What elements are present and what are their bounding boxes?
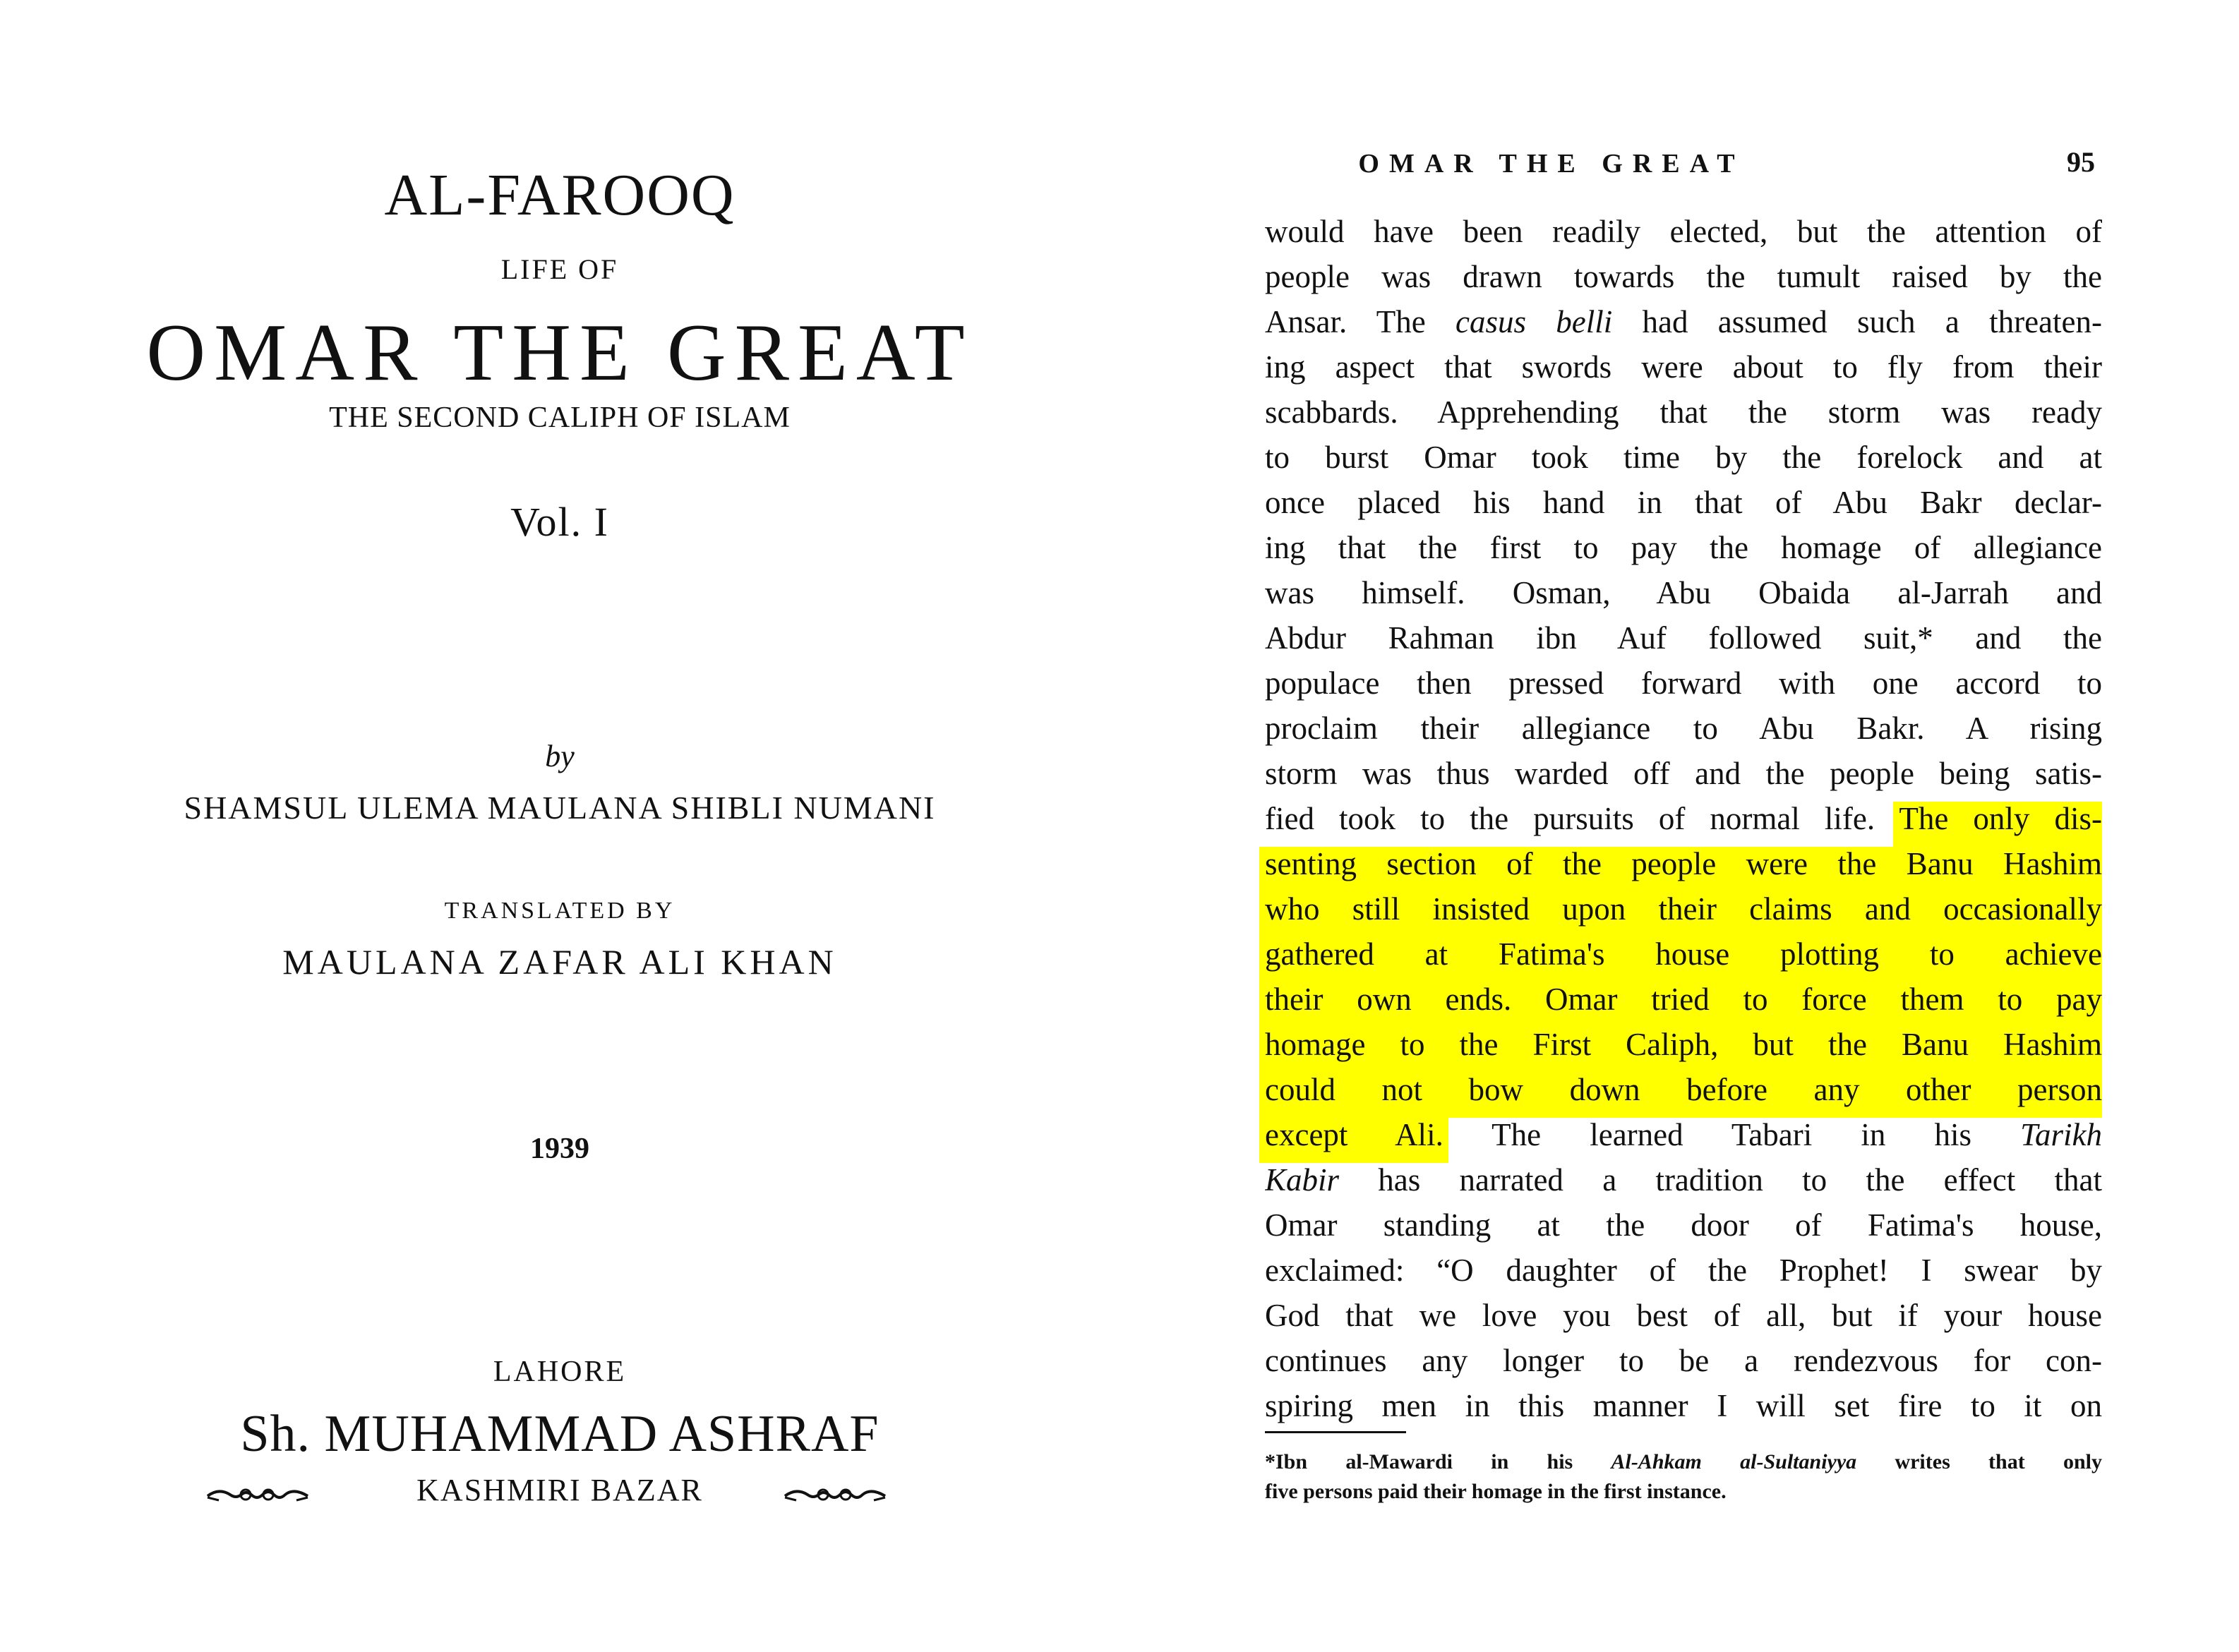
- text-line: people was drawn towards the tumult raised by the: [1265, 259, 2102, 294]
- text-line: Abdur Rahman ibn Auf followed suit,* and the: [1265, 620, 2102, 656]
- footnote-line: five persons paid their homage in the first instance.: [1265, 1480, 1727, 1503]
- text-line: Ansar. The casus belli had assumed such a threaten-: [1265, 304, 2102, 339]
- text-line: proclaim their allegiance to Abu Bakr. A rising: [1265, 711, 2102, 746]
- publisher-location: KASHMIRI BAZAR: [416, 1473, 703, 1507]
- text-line: Omar standing at the door of Fatima's house,: [1265, 1207, 2102, 1243]
- subtitle-lead: LIFE OF: [500, 253, 619, 285]
- text-line: exclaimed: “O daughter of the Prophet! I swear by: [1265, 1253, 2102, 1288]
- text-line: Kabir has narrated a tradition to the effect that: [1265, 1162, 2102, 1198]
- page-number: 95: [2067, 146, 2095, 178]
- text-line: homage to the First Caliph, but the Banu Hashim: [1265, 1027, 2102, 1062]
- text-line: spiring men in this manner I will set fire to it on: [1265, 1388, 2102, 1423]
- text-line: ing aspect that swords were about to fly from their: [1265, 349, 2102, 385]
- text-line: once placed his hand in that of Abu Bakr declar-: [1265, 485, 2102, 520]
- text-line: continues any longer to be a rendezvous for con-: [1265, 1343, 2102, 1378]
- author-name: SHAMSUL ULEMA MAULANA SHIBLI NUMANI: [184, 790, 936, 826]
- text-line: populace then pressed forward with one accord to: [1265, 665, 2102, 701]
- text-line: could not bow down before any other person: [1265, 1072, 2102, 1107]
- text-line: God that we love you best of all, but if your house: [1265, 1298, 2102, 1333]
- text-line: their own ends. Omar tried to force them to pay: [1265, 982, 2102, 1017]
- text-line: to burst Omar took time by the forelock and at: [1265, 440, 2102, 475]
- book-title: AL-FAROOQ: [384, 162, 736, 228]
- volume-label: Vol. I: [510, 499, 609, 545]
- italic-text: Tarikh: [2020, 1117, 2102, 1152]
- italic-text: Al-Ahkam al-Sultaniyya: [1611, 1450, 1857, 1473]
- publisher-name: Sh. MUHAMMAD ASHRAF: [240, 1405, 880, 1463]
- text-line: senting section of the people were the Banu Hashim: [1265, 846, 2102, 881]
- by-label: by: [545, 739, 575, 773]
- text-line: scabbards. Apprehending that the storm was ready: [1265, 394, 2102, 430]
- italic-text: casus belli: [1455, 304, 1613, 339]
- text-line: who still insisted upon their claims and occasionally: [1265, 891, 2102, 927]
- running-head: OMAR THE GREAT: [1358, 149, 1745, 179]
- text-line: ing that the first to pay the homage of allegiance: [1265, 530, 2102, 565]
- publication-year: 1939: [530, 1133, 589, 1165]
- text-line: except Ali. The learned Tabari in his Tarikh: [1265, 1117, 2102, 1152]
- text-line: gathered at Fatima's house plotting to achieve: [1265, 936, 2102, 972]
- publication-city: LAHORE: [493, 1356, 627, 1388]
- text-line: was himself. Osman, Abu Obaida al-Jarrah and: [1265, 575, 2102, 610]
- ornament-left-icon: [205, 1482, 311, 1507]
- text-line: fied took to the pursuits of normal life. The only dis-: [1265, 801, 2102, 836]
- footnote-rule: [1265, 1431, 1406, 1433]
- book-subtitle: THE SECOND CALIPH OF ISLAM: [329, 402, 791, 434]
- text-page: [1120, 0, 2239, 1652]
- italic-text: Kabir: [1265, 1162, 1340, 1198]
- main-title: OMAR THE GREAT: [146, 308, 973, 398]
- text-line: storm was thus warded off and the people being satis-: [1265, 756, 2102, 791]
- footnote-line: *Ibn al-Mawardi in his Al-Ahkam al-Sultaniyya writes that only: [1265, 1450, 2102, 1473]
- text-line: would have been readily elected, but the attention of: [1265, 214, 2102, 249]
- translator-name: MAULANA ZAFAR ALI KHAN: [282, 942, 837, 982]
- translated-by-label: TRANSLATED BY: [444, 898, 676, 924]
- ornament-right-icon: [782, 1482, 888, 1507]
